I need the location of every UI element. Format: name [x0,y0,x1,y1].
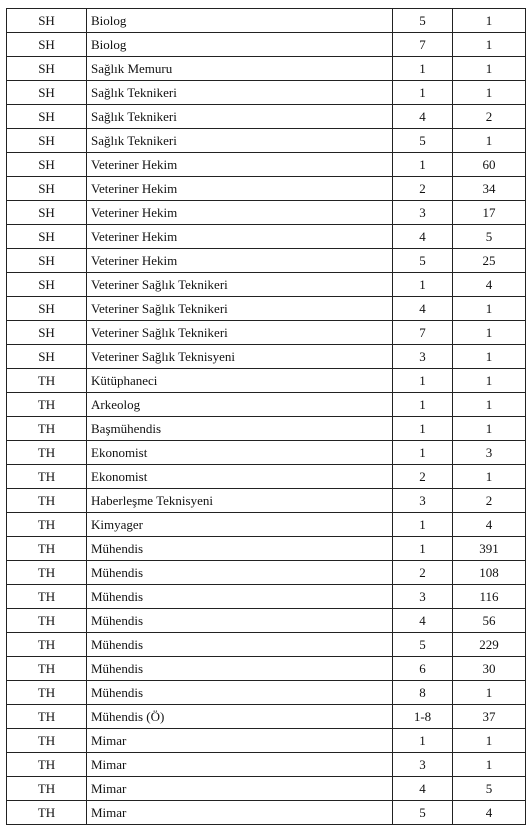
staff-position-table [6,8,526,825]
class-cell: SH [7,225,87,249]
title-cell: Veteriner Sağlık Teknikeri [87,297,393,321]
title-cell: Mühendis [87,633,393,657]
table-row [7,633,526,657]
count-cell: 108 [453,561,526,585]
degree-cell: 3 [393,753,453,777]
class-cell: TH [7,753,87,777]
class-cell: SH [7,129,87,153]
table-row [7,561,526,585]
count-cell: 1 [453,681,526,705]
degree-cell: 1 [393,57,453,81]
degree-cell: 7 [393,33,453,57]
title-cell: Biolog [87,33,393,57]
title-cell: Kütüphaneci [87,369,393,393]
count-cell: 116 [453,585,526,609]
class-cell: TH [7,369,87,393]
count-cell: 229 [453,633,526,657]
degree-cell: 1 [393,417,453,441]
class-cell: TH [7,513,87,537]
class-cell: SH [7,9,87,33]
table-row [7,657,526,681]
degree-cell: 1 [393,393,453,417]
title-cell: Sağlık Teknikeri [87,81,393,105]
title-cell: Başmühendis [87,417,393,441]
title-cell: Mimar [87,753,393,777]
title-cell: Ekonomist [87,441,393,465]
degree-cell: 3 [393,489,453,513]
table-row [7,609,526,633]
title-cell: Mühendis [87,609,393,633]
count-cell: 1 [453,393,526,417]
count-cell: 1 [453,345,526,369]
degree-cell: 5 [393,9,453,33]
degree-cell: 3 [393,585,453,609]
count-cell: 25 [453,249,526,273]
table-row [7,9,526,33]
degree-cell: 4 [393,105,453,129]
table-row [7,105,526,129]
class-cell: TH [7,537,87,561]
degree-cell: 8 [393,681,453,705]
degree-cell: 2 [393,177,453,201]
degree-cell: 1 [393,729,453,753]
title-cell: Ekonomist [87,465,393,489]
table-row [7,273,526,297]
count-cell: 1 [453,321,526,345]
table-row [7,465,526,489]
class-cell: SH [7,177,87,201]
degree-cell: 3 [393,201,453,225]
table-row [7,81,526,105]
table-row [7,681,526,705]
title-cell: Veteriner Hekim [87,225,393,249]
degree-cell: 5 [393,633,453,657]
count-cell: 1 [453,369,526,393]
title-cell: Mühendis (Ö) [87,705,393,729]
table-row [7,369,526,393]
count-cell: 1 [453,297,526,321]
table-row [7,201,526,225]
title-cell: Kimyager [87,513,393,537]
class-cell: TH [7,657,87,681]
class-cell: TH [7,633,87,657]
table-body [7,9,526,825]
degree-cell: 1 [393,441,453,465]
title-cell: Mühendis [87,657,393,681]
table-row [7,393,526,417]
count-cell: 17 [453,201,526,225]
class-cell: SH [7,201,87,225]
table-row [7,345,526,369]
table-row [7,729,526,753]
degree-cell: 1 [393,273,453,297]
class-cell: TH [7,585,87,609]
title-cell: Mimar [87,777,393,801]
title-cell: Veteriner Hekim [87,153,393,177]
class-cell: SH [7,105,87,129]
degree-cell: 5 [393,129,453,153]
count-cell: 1 [453,81,526,105]
count-cell: 4 [453,513,526,537]
title-cell: Mühendis [87,585,393,609]
class-cell: TH [7,417,87,441]
degree-cell: 1 [393,81,453,105]
table-row [7,129,526,153]
table-row [7,225,526,249]
count-cell: 5 [453,777,526,801]
class-cell: SH [7,273,87,297]
degree-cell: 5 [393,249,453,273]
table-row [7,801,526,825]
class-cell: TH [7,609,87,633]
count-cell: 34 [453,177,526,201]
count-cell: 2 [453,105,526,129]
title-cell: Mimar [87,729,393,753]
class-cell: TH [7,777,87,801]
class-cell: TH [7,465,87,489]
class-cell: TH [7,801,87,825]
table-row [7,177,526,201]
count-cell: 4 [453,273,526,297]
class-cell: SH [7,33,87,57]
class-cell: SH [7,249,87,273]
degree-cell: 1-8 [393,705,453,729]
count-cell: 1 [453,33,526,57]
table-row [7,153,526,177]
degree-cell: 6 [393,657,453,681]
table-row [7,513,526,537]
title-cell: Veteriner Hekim [87,201,393,225]
class-cell: SH [7,345,87,369]
title-cell: Sağlık Teknikeri [87,129,393,153]
class-cell: SH [7,153,87,177]
table-row [7,57,526,81]
title-cell: Veteriner Sağlık Teknikeri [87,321,393,345]
count-cell: 1 [453,129,526,153]
degree-cell: 1 [393,369,453,393]
table-row [7,585,526,609]
title-cell: Haberleşme Teknisyeni [87,489,393,513]
class-cell: SH [7,321,87,345]
degree-cell: 4 [393,297,453,321]
title-cell: Mimar [87,801,393,825]
title-cell: Veteriner Sağlık Teknikeri [87,273,393,297]
table-row [7,297,526,321]
title-cell: Sağlık Memuru [87,57,393,81]
title-cell: Biolog [87,9,393,33]
table-row [7,441,526,465]
degree-cell: 4 [393,609,453,633]
degree-cell: 7 [393,321,453,345]
class-cell: TH [7,441,87,465]
count-cell: 1 [453,465,526,489]
table-row [7,705,526,729]
title-cell: Veteriner Hekim [87,177,393,201]
class-cell: TH [7,561,87,585]
count-cell: 3 [453,441,526,465]
title-cell: Arkeolog [87,393,393,417]
count-cell: 56 [453,609,526,633]
count-cell: 5 [453,225,526,249]
degree-cell: 1 [393,513,453,537]
class-cell: TH [7,705,87,729]
degree-cell: 2 [393,465,453,489]
table-row [7,537,526,561]
table-row [7,321,526,345]
degree-cell: 4 [393,225,453,249]
table-row [7,417,526,441]
title-cell: Veteriner Hekim [87,249,393,273]
table-row [7,249,526,273]
class-cell: TH [7,393,87,417]
count-cell: 37 [453,705,526,729]
table-row [7,753,526,777]
degree-cell: 1 [393,153,453,177]
degree-cell: 3 [393,345,453,369]
table-row [7,33,526,57]
count-cell: 1 [453,9,526,33]
title-cell: Mühendis [87,561,393,585]
count-cell: 60 [453,153,526,177]
table-row [7,489,526,513]
title-cell: Sağlık Teknikeri [87,105,393,129]
class-cell: TH [7,729,87,753]
table-row [7,777,526,801]
degree-cell: 1 [393,537,453,561]
class-cell: TH [7,489,87,513]
degree-cell: 4 [393,777,453,801]
count-cell: 1 [453,729,526,753]
degree-cell: 5 [393,801,453,825]
count-cell: 1 [453,417,526,441]
count-cell: 1 [453,57,526,81]
count-cell: 1 [453,753,526,777]
title-cell: Mühendis [87,681,393,705]
title-cell: Veteriner Sağlık Teknisyeni [87,345,393,369]
class-cell: TH [7,681,87,705]
count-cell: 30 [453,657,526,681]
class-cell: SH [7,297,87,321]
class-cell: SH [7,57,87,81]
title-cell: Mühendis [87,537,393,561]
count-cell: 4 [453,801,526,825]
class-cell: SH [7,81,87,105]
count-cell: 2 [453,489,526,513]
degree-cell: 2 [393,561,453,585]
count-cell: 391 [453,537,526,561]
